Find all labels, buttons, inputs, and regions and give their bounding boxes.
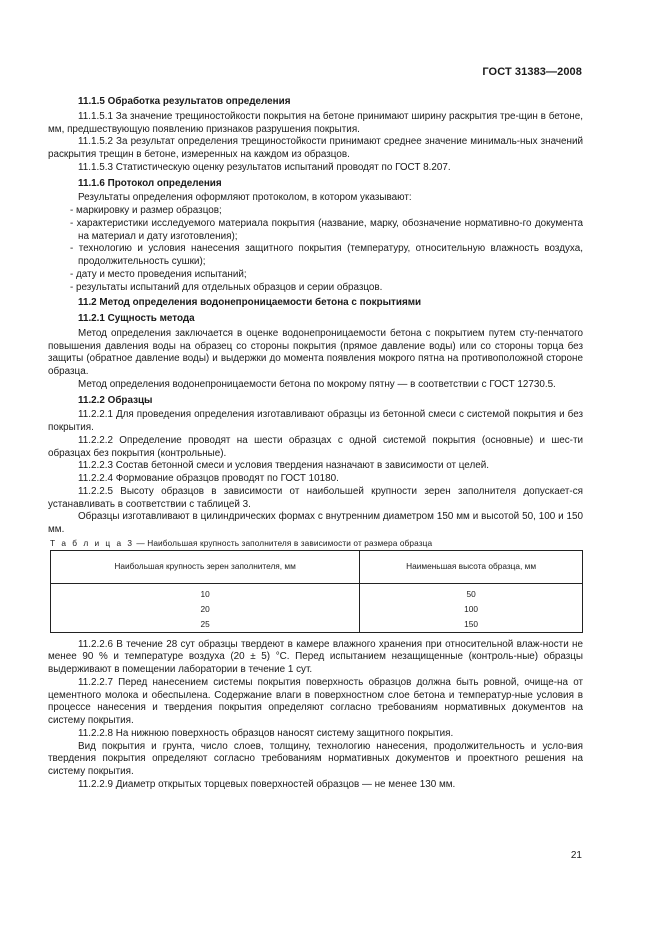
list-item: - дату и место проведения испытаний; [70,268,247,280]
table-cell: 20 [51,602,360,617]
paragraph-protocol-intro: Результаты определения оформляют протоколом, в котором указывают: [78,192,412,204]
document-code: ГОСТ 31383—2008 [482,66,582,78]
paragraph-sample-forms: Образцы изготавливают в цилиндрических формах с внутренним диаметром 150 мм и высотой 50, 100 и 150 мм. [48,511,583,535]
paragraph-11-1-5-3: 11.1.5.3 Статистическую оценку результатов испытаний проводят по ГОСТ 8.207. [78,161,451,173]
table-row [51,583,583,602]
table-cell: 50 [360,583,583,602]
paragraph-11-2-2-3: 11.2.2.3 Состав бетонной смеси и условия твердения назначают в зависимости от целей. [78,460,489,472]
page-content [48,93,583,792]
table-cell: 150 [360,617,583,633]
paragraph-11-2-2-9: 11.2.2.9 Диаметр открытых торцевых поверхностей образцов — не менее 130 мм. [78,778,456,790]
list-item: - результаты испытаний для отдельных образцов и серии образцов. [70,281,383,293]
section-heading-11-2-1: 11.2.1 Сущность метода [78,313,195,324]
paragraph-11-2-2-8: 11.2.2.8 На нижнюю поверхность образцов наносят систему защитного покрытия. [78,727,454,739]
page-number: 21 [570,850,582,861]
paragraph-11-1-5-2: 11.1.5.2 За результат определения трещиностойкости принимают среднее значение минималь-ных значений раскрытия трещин в бетоне, измеренных на каждом из образцов. [48,136,583,160]
paragraph-11-2-2-6: 11.2.2.6 В течение 28 сут образцы твердеют в камере влажного хранения при относительной влаж-ности не менее 90 % и температуре воздуха (20 ± 5) °С. Перед испытанием незащищенные (контроль-ные) образцы выдерживают в помещении лаборатории в течение 1 сут. [48,638,583,675]
paragraph-11-2-2-1: 11.2.2.1 Для проведения определения изготавливают образцы из бетонной смеси с системой покрытия и без покрытия. [48,409,583,433]
table-row [51,617,583,633]
table-caption-label: Т а б л и ц а 3 [50,537,135,548]
table-caption-text: — Наибольшая крупность заполнителя в зависимости от размера образца [134,537,433,548]
section-heading-11-1-5: 11.1.5 Обработка результатов определения [78,96,291,107]
paragraph-11-2-2-5: 11.2.2.5 Высоту образцов в зависимости от наибольшей крупности зерен заполнителя допускает-ся устанавливать в соответствии с таблицей 3. [48,485,583,510]
table-row [51,602,583,617]
list-item: - характеристики исследуемого материала покрытия (название, марку, обозначение нормативно-го документа на материал и дату изготовления); [70,217,583,242]
paragraph-11-2-2-2: 11.2.2.2 Определение проводят на шести образцах с одной системой покрытия (основные) и шес-ти образцах без покрытия (контрольные). [48,434,583,459]
list-item: - маркировку и размер образцов; [70,205,222,216]
list-item: - технологию и условия нанесения защитного покрытия (температуру, относительную влажность воздуха, продолжительность сушки); [70,243,583,267]
table-header-max-grain: Наибольшая крупность зерен заполнителя, мм [51,550,360,583]
paragraph-11-2-2-7: 11.2.2.7 Перед нанесением системы покрытия поверхность образцов должна быть ровной, очище-на от цементного молока и обеспылена. Содержание влаги в поверхностном слое бетона и температур-ные условия в процессе нанесения и твердения покрытия определяют согласно требованиям нормативных документов на систему покрытия. [48,676,583,726]
section-heading-11-2-2: 11.2.2 Образцы [78,394,153,406]
aggregate-size-table [50,550,583,633]
section-heading-11-2: 11.2 Метод определения водонепроницаемости бетона с покрытиями [78,297,422,309]
table-cell: 100 [360,602,583,617]
table-caption [48,537,583,550]
section-heading-11-1-6: 11.1.6 Протокол определения [78,177,222,189]
paragraph-coating-conditions: Вид покрытия и грунта, число слоев, толщину, технологию нанесения, продолжительность и усло-вия твердения покрытия определяют согласно требованиям нормативных документов и проектного решения на систему покрытия. [48,740,583,777]
table-header-min-height: Наименьшая высота образца, мм [360,550,583,583]
paragraph-method-essence: Метод определения заключается в оценке водонепроницаемости бетона с покрытием путем сту-пенчатого повышения давления воды на образец со стороны покрытия (прямое давление воды) или со стороны торца без защиты (обратное давление воды) и выдержки до момента появления мокрого пятна на противоположной стороне образца. [48,327,583,377]
paragraph-11-2-2-4: 11.2.2.4 Формование образцов проводят по ГОСТ 10180. [78,473,339,484]
paragraph-11-1-5-1: 11.1.5.1 За значение трещиностойкости покрытия на бетоне принимают ширину раскрытия тре-щин в бетоне, мм, предшествующую появлению признаков разрушения покрытия. [48,110,583,135]
paragraph-method-reference: Метод определения водонепроницаемости бетона по мокрому пятну — в соответствии с ГОСТ 12730.5. [78,378,556,390]
table-cell: 25 [51,617,360,633]
table-cell: 10 [51,583,360,602]
